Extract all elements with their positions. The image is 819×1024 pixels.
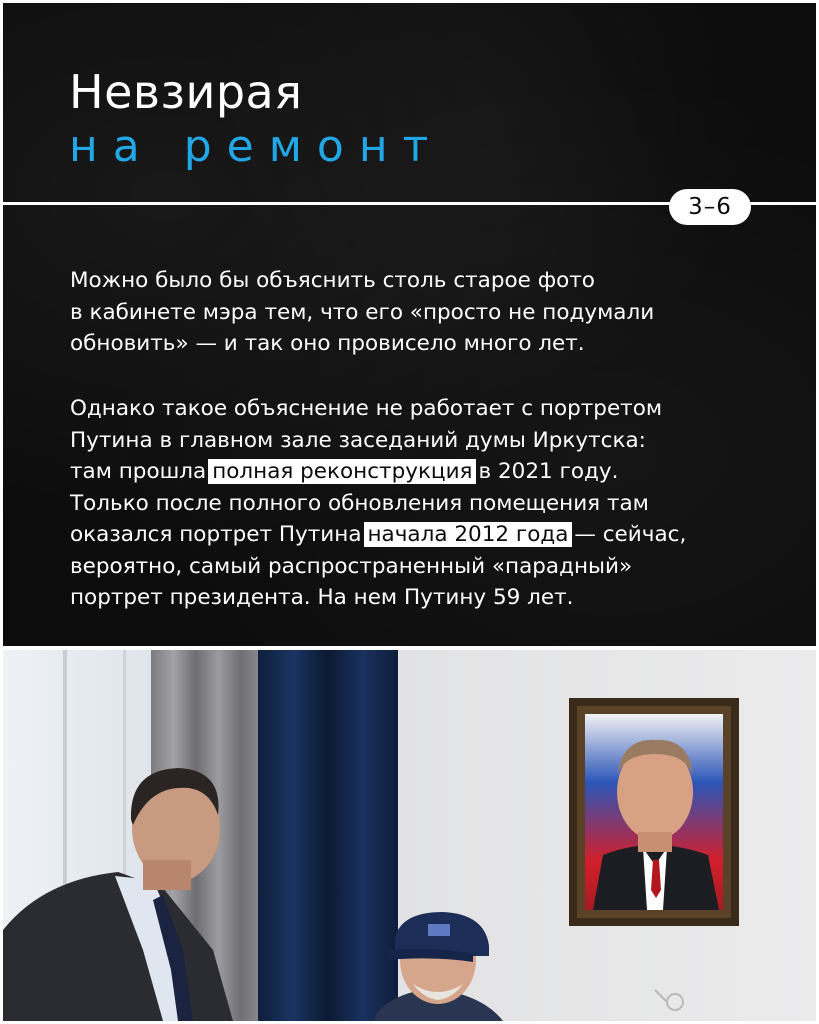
text-fragment: — сейчас,: [574, 522, 687, 547]
highlight-date: начала 2012 года: [364, 522, 573, 547]
text-fragment: оказался портрет Путина: [70, 522, 362, 547]
photo-council-hall: [3, 650, 816, 1021]
paragraph-1-line: в кабинете мэра тем, что его «просто не подумали: [70, 299, 655, 325]
photo-illustration: [3, 650, 816, 1021]
paragraph-2-line: портрет президента. На нем Путину 59 лет.: [70, 585, 574, 610]
portrait-frame: [569, 698, 739, 926]
text-fragment: в 2021 году.: [478, 459, 619, 484]
paragraph-2-line: Путина в главном зале заседаний думы Иркутска:: [70, 427, 646, 453]
page-number-badge: 3–6: [669, 189, 751, 225]
paragraph-2-line: Только после полного обновления помещения там: [70, 490, 649, 516]
highlight-reconstruction: полная реконструкция: [208, 459, 476, 484]
paragraph-2: [70, 393, 686, 614]
title-line-2: на ремонт: [69, 121, 444, 172]
paragraph-1-line: Можно было бы объяснить столь старое фото: [70, 268, 595, 293]
paragraph-2-line: [70, 456, 686, 488]
paragraph-2-line: Однако такое объяснение не работает с портретом: [70, 396, 663, 421]
text-fragment: там прошла: [70, 459, 207, 484]
text-panel: [3, 3, 816, 646]
paragraph-1-line: обновить» — и так оно провисело много лет.: [70, 331, 585, 356]
paragraph-1: [70, 265, 654, 360]
title-line-1: Невзирая: [69, 65, 303, 119]
paragraph-2-line: вероятно, самый распространенный «парадный»: [70, 553, 633, 579]
paragraph-2-line: [70, 519, 686, 551]
